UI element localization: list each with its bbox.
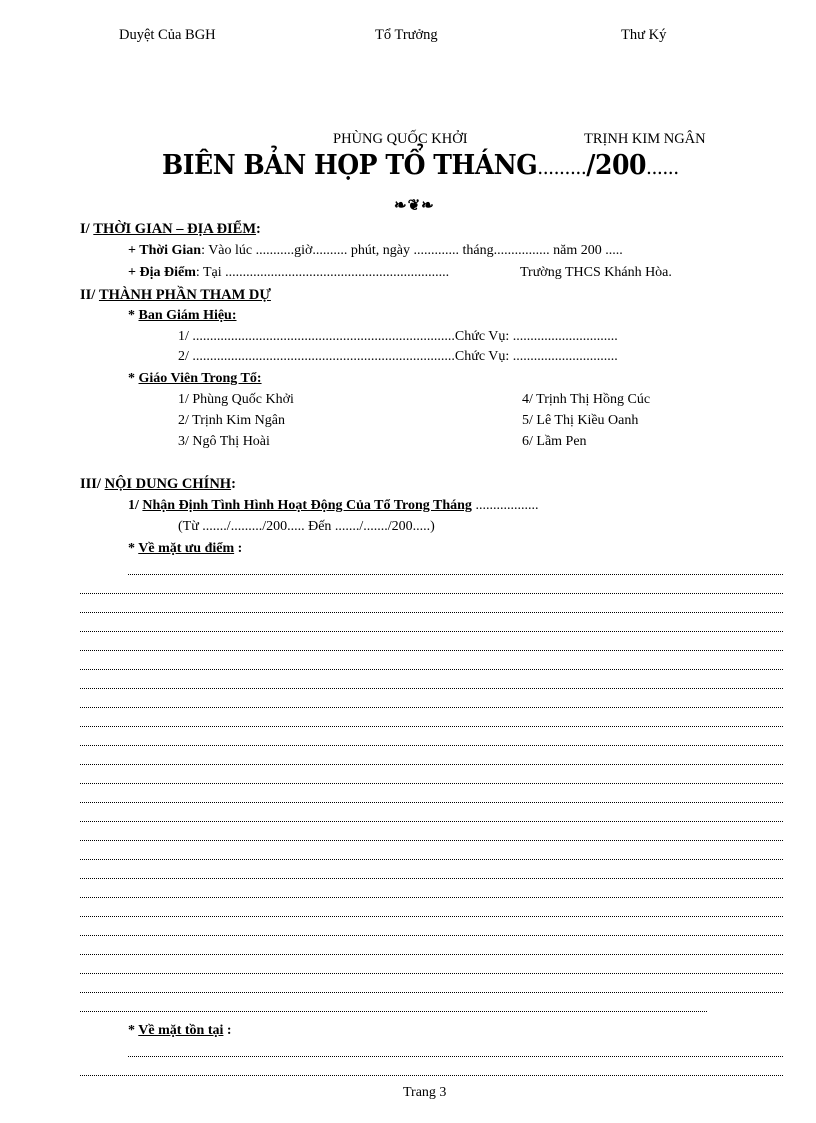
head-of-group-name: PHÙNG QUỐC KHỞI <box>333 131 468 147</box>
writing-line <box>128 1037 783 1057</box>
item-1-heading <box>128 498 538 514</box>
writing-line <box>128 555 783 575</box>
teacher-item: 1/ Phùng Quốc Khởi <box>178 392 294 407</box>
section-3-number: III/ <box>80 476 101 492</box>
secretary-label: Thư Ký <box>621 27 667 43</box>
writing-line <box>80 593 783 613</box>
writing-line <box>80 783 783 803</box>
writing-line <box>80 764 783 784</box>
time-text: : Vào lúc ...........giờ.......... phút, ngày ............. tháng................ năm 200 ..... <box>201 243 623 258</box>
limitations-star: * <box>128 1023 139 1038</box>
ornament-icon: ❧❦❧ <box>394 198 435 214</box>
writing-line <box>80 707 783 727</box>
writing-line <box>80 612 783 632</box>
writing-line <box>80 859 783 879</box>
writing-line <box>80 669 783 689</box>
time-row <box>128 243 623 259</box>
section-3-colon: : <box>231 476 236 492</box>
advantages-label: Về mặt ưu điểm <box>138 541 235 556</box>
advantages-colon: : <box>234 541 243 556</box>
writing-line <box>80 897 783 917</box>
limitations-colon: : <box>223 1023 232 1038</box>
teacher-item: 6/ Lầm Pen <box>522 434 587 449</box>
writing-line <box>80 574 783 594</box>
bgh-row-2: 2/ ...........................................................................Chức Vụ: .............................. <box>178 349 618 364</box>
teacher-item: 3/ Ngô Thị Hoài <box>178 434 270 449</box>
section-2-heading <box>80 287 271 304</box>
writing-line <box>80 650 783 670</box>
writing-line <box>80 1056 783 1076</box>
document-title <box>162 150 679 181</box>
writing-line <box>80 631 783 651</box>
teacher-item: 5/ Lê Thị Kiều Oanh <box>522 413 639 428</box>
section-1-title: THỜI GIAN – ĐỊA ĐIỂM <box>93 221 257 237</box>
bgh-label: Ban Giám Hiệu: <box>138 308 237 323</box>
title-main: BIÊN BẢN HỌP TỔ THÁNG <box>162 150 538 181</box>
section-1-heading <box>80 221 261 238</box>
time-label: + Thời Gian <box>128 243 202 258</box>
writing-line <box>80 878 783 898</box>
head-of-group-label: Tổ Trưởng <box>375 27 438 43</box>
title-month-dots: ......... <box>537 155 587 179</box>
place-text: : Tại ................................................................ <box>195 265 450 280</box>
writing-line <box>80 916 783 936</box>
writing-line <box>80 954 783 974</box>
writing-line <box>80 802 783 822</box>
bgh-row-1: 1/ ...........................................................................Chức Vụ: .............................. <box>178 329 618 344</box>
item-1-dots: .................. <box>471 498 539 513</box>
bgh-heading <box>128 308 237 324</box>
teachers-label: Giáo Viên Trong Tổ: <box>138 371 262 386</box>
principal-approval-label: Duyệt Của BGH <box>119 27 216 43</box>
teacher-item: 4/ Trịnh Thị Hồng Cúc <box>522 392 651 407</box>
period-range: (Từ ......./........./200..... Đến ......./......./200.....) <box>178 519 435 534</box>
section-3-title: NỘI DUNG CHÍNH <box>104 476 232 492</box>
writing-line <box>80 688 783 708</box>
writing-line <box>80 935 783 955</box>
title-year-dots: ...... <box>646 155 679 179</box>
secretary-name: TRỊNH KIM NGÂN <box>584 131 706 147</box>
section-1-number: I/ <box>80 221 90 237</box>
writing-line <box>80 973 783 993</box>
limitations-label: Về mặt tồn tại <box>138 1023 224 1038</box>
section-1-colon: : <box>256 221 261 237</box>
section-3-heading <box>80 476 236 493</box>
advantages-star: * <box>128 541 139 556</box>
item-1-label: Nhận Định Tình Hình Hoạt Động Của Tổ Trong Tháng <box>142 498 472 513</box>
section-2-title: THÀNH PHẦN THAM DỰ <box>98 287 271 303</box>
teachers-heading <box>128 371 262 387</box>
teacher-item: 2/ Trịnh Kim Ngân <box>178 413 285 428</box>
writing-line <box>80 840 783 860</box>
bgh-star: * <box>128 308 139 323</box>
page-number: Trang 3 <box>403 1085 447 1100</box>
place-school: Trường THCS Khánh Hòa. <box>520 265 672 280</box>
writing-line <box>80 821 783 841</box>
section-2-number: II/ <box>80 287 96 303</box>
place-label: + Địa Điểm <box>128 265 196 280</box>
teachers-star: * <box>128 371 139 386</box>
place-row <box>128 265 449 281</box>
writing-line <box>80 726 783 746</box>
writing-line <box>80 745 783 765</box>
title-year: /200 <box>586 150 647 181</box>
writing-line <box>80 992 707 1012</box>
item-1-number: 1/ <box>128 498 139 513</box>
